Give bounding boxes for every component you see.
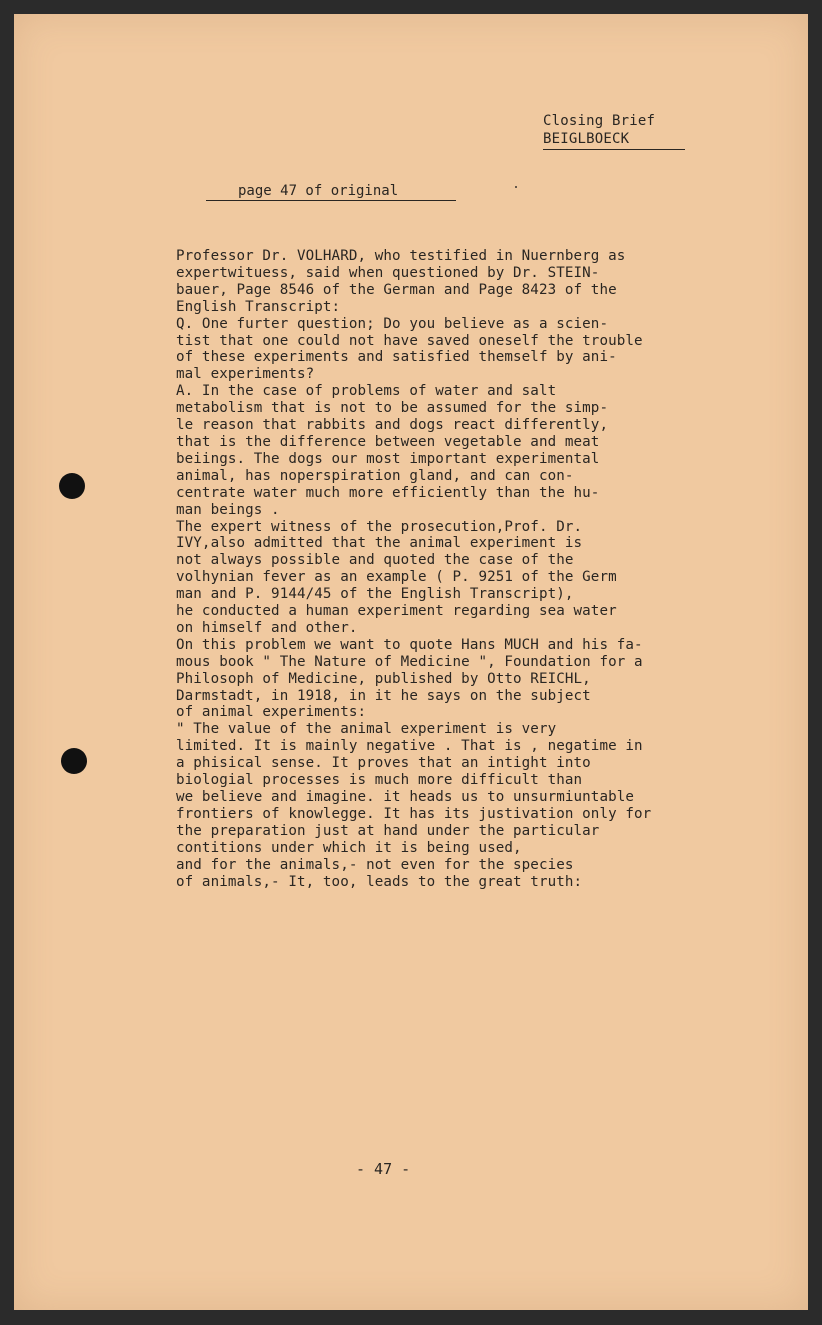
- text-line: expertwituess, said when questioned by Dr. STEIN-: [176, 264, 600, 281]
- text-line: frontiers of knowlegge. It has its justivation only for: [176, 805, 652, 822]
- text-line: of these experiments and satisfied themself by ani-: [176, 349, 617, 366]
- original-page-reference: page 47 of original: [206, 182, 456, 201]
- text-line: metabolism that is not to be assumed for the simp-: [176, 400, 609, 417]
- ink-dot: [515, 186, 517, 188]
- text-line: a phisical sense. It proves that an intight into: [176, 755, 591, 772]
- body-text: [176, 248, 736, 890]
- text-line: not always possible and quoted the case of the: [176, 552, 574, 569]
- punch-hole-upper: [59, 473, 85, 499]
- text-line: man and P. 9144/45 of the English Transcript),: [176, 586, 574, 603]
- page-number: - 47 -: [356, 1160, 411, 1178]
- text-line: IVY,also admitted that the animal experiment is: [176, 535, 583, 552]
- text-line: Q. One furter question; Do you believe as a scien-: [176, 315, 609, 332]
- text-line: On this problem we want to quote Hans MUCH and his fa-: [176, 636, 643, 653]
- text-line: man beings .: [176, 501, 280, 518]
- header-defendant-name: BEIGLBOECK: [543, 130, 685, 150]
- text-line: Darmstadt, in 1918, in it he says on the subject: [176, 687, 591, 704]
- text-line: The expert witness of the prosecution,Prof. Dr.: [176, 518, 583, 535]
- text-line: that is the difference between vegetable and meat: [176, 433, 600, 450]
- text-line: Professor Dr. VOLHARD, who testified in Nuernberg as: [176, 248, 626, 264]
- text-line: of animals,- It, too, leads to the great truth:: [176, 873, 583, 890]
- document-header: [543, 112, 685, 150]
- text-line: le reason that rabbits and dogs react differently,: [176, 417, 609, 434]
- header-title: Closing Brief: [543, 113, 656, 129]
- text-line: contitions under which it is being used,: [176, 839, 522, 856]
- punch-hole-lower: [61, 748, 87, 774]
- text-line: tist that one could not have saved oneself the trouble: [176, 332, 643, 349]
- text-line: we believe and imagine. it heads us to unsurmiuntable: [176, 789, 635, 805]
- text-line: beiings. The dogs our most important experimental: [176, 450, 600, 467]
- text-line: English Transcript:: [176, 298, 341, 315]
- text-line: volhynian fever as an example ( P. 9251 of the Germ: [176, 569, 617, 586]
- text-line: he conducted a human experiment regarding sea water: [176, 603, 617, 620]
- text-line: of animal experiments:: [176, 704, 367, 721]
- text-line: biologial processes is much more difficult than: [176, 772, 583, 789]
- text-line: on himself and other.: [176, 619, 358, 636]
- text-line: limited. It is mainly negative . That is , negatime in: [176, 738, 643, 755]
- text-line: the preparation just at hand under the particular: [176, 822, 600, 839]
- text-line: A. In the case of problems of water and salt: [176, 383, 557, 400]
- text-line: " The value of the animal experiment is very: [176, 721, 557, 738]
- text-line: Philosoph of Medicine, published by Otto REICHL,: [176, 670, 591, 687]
- text-line: mous book " The Nature of Medicine ", Foundation for a: [176, 653, 643, 670]
- text-line: animal, has noperspiration gland, and can con-: [176, 467, 574, 484]
- text-line: bauer, Page 8546 of the German and Page 8423 of the: [176, 281, 617, 298]
- text-line: mal experiments?: [176, 366, 315, 383]
- text-line: centrate water much more efficiently than the hu-: [176, 484, 600, 501]
- text-line: and for the animals,- not even for the species: [176, 856, 574, 873]
